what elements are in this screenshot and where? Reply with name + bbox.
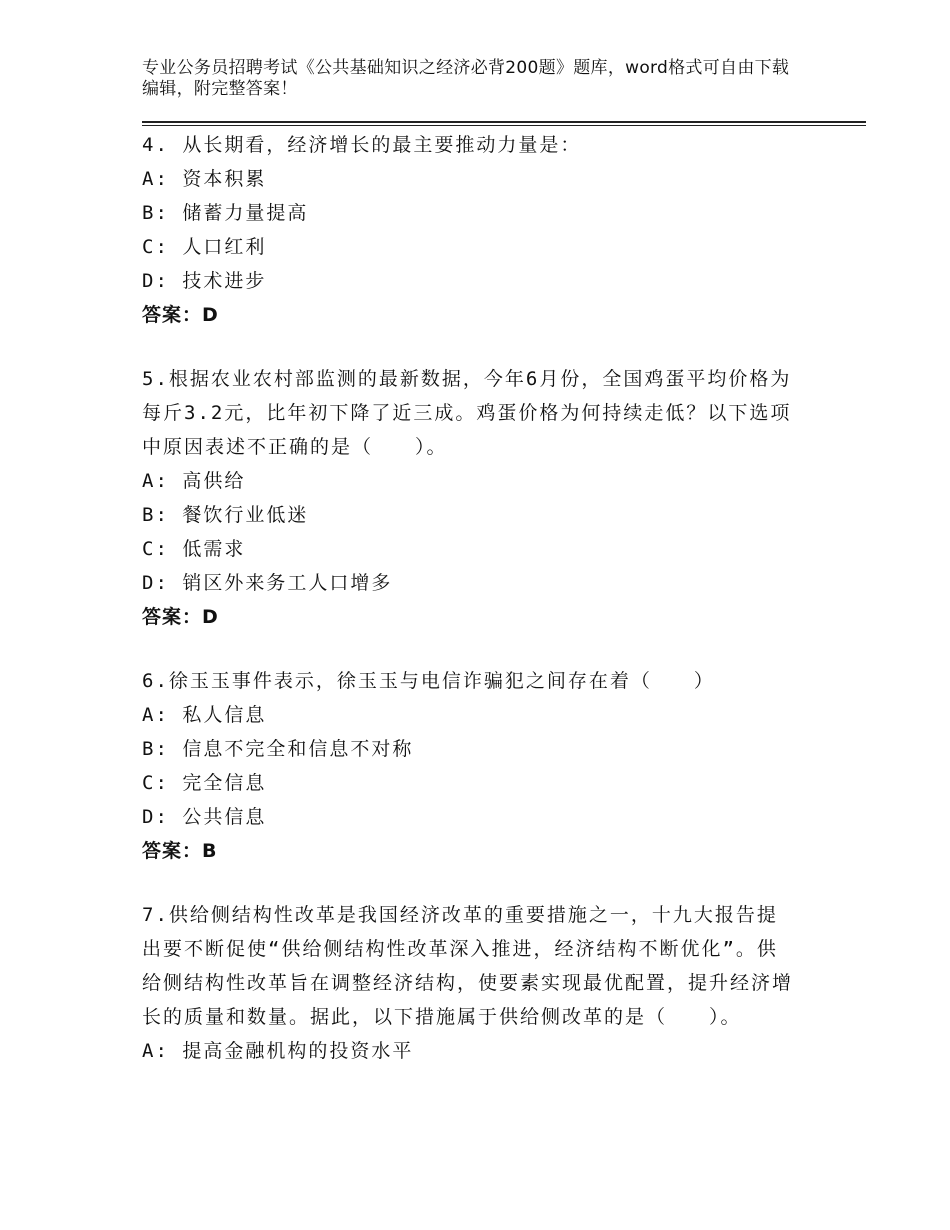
question-list bbox=[142, 128, 797, 1098]
option-a: A: 提高金融机构的投资水平 bbox=[142, 1040, 414, 1062]
question-text: 5.根据农业农村部监测的最新数据，今年6月份，全国鸡蛋平均价格为每斤3.2元，比年初下降了近三成。鸡蛋价格为何持续走低？以下选项中原因表述不正确的是（ ）。 bbox=[142, 368, 792, 458]
page-header: 专业公务员招聘考试《公共基础知识之经济必背200题》题库，word格式可自由下载编辑，附完整答案！ bbox=[142, 58, 790, 99]
question-7 bbox=[142, 898, 797, 1068]
option-d: D: 销区外来务工人口增多 bbox=[142, 572, 393, 594]
option-a: A: 私人信息 bbox=[142, 704, 267, 726]
option-c: C: 人口红利 bbox=[142, 236, 267, 258]
question-text: 6.徐玉玉事件表示，徐玉玉与电信诈骗犯之间存在着（ ） bbox=[142, 670, 715, 692]
option-d: D: 技术进步 bbox=[142, 270, 267, 292]
header-rule-thick bbox=[142, 121, 866, 123]
option-b: B: 餐饮行业低迷 bbox=[142, 504, 309, 526]
answer: 答案：D bbox=[142, 606, 219, 628]
header-rule-thin bbox=[142, 125, 866, 126]
option-d: D: 公共信息 bbox=[142, 806, 267, 828]
question-text: 4. 从长期看，经济增长的最主要推动力量是： bbox=[142, 134, 582, 156]
answer: 答案：B bbox=[142, 840, 218, 862]
option-a: A: 高供给 bbox=[142, 470, 246, 492]
question-4 bbox=[142, 128, 797, 332]
question-5 bbox=[142, 362, 797, 634]
option-c: C: 完全信息 bbox=[142, 772, 267, 794]
question-text: 7.供给侧结构性改革是我国经济改革的重要措施之一，十九大报告提出要不断促使“供给侧结构性改革深入推进，经济结构不断优化”。供给侧结构性改革旨在调整经济结构，使要素实现最优配置，提升经济增长的质量和数量。据此，以下措施属于供给侧改革的是（ ）。 bbox=[142, 904, 794, 1028]
option-b: B: 储蓄力量提高 bbox=[142, 202, 309, 224]
option-b: B: 信息不完全和信息不对称 bbox=[142, 738, 414, 760]
option-a: A: 资本积累 bbox=[142, 168, 267, 190]
question-6 bbox=[142, 664, 797, 868]
answer: 答案：D bbox=[142, 304, 219, 326]
option-c: C: 低需求 bbox=[142, 538, 246, 560]
